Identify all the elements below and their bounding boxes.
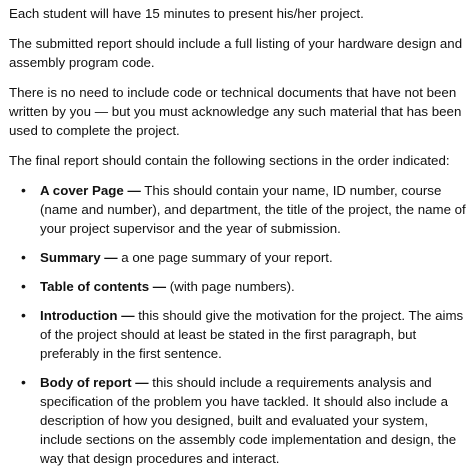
intro-paragraph-presentation: Each student will have 15 minutes to present his/her project. — [9, 6, 364, 21]
report-sections-list — [9, 181, 468, 468]
list-item-table-of-contents — [9, 277, 468, 296]
bullet-icon: • — [21, 278, 26, 294]
section-term: Introduction — — [40, 308, 135, 323]
section-term: Table of contents — — [40, 279, 167, 294]
list-item-summary — [9, 248, 468, 267]
intro-paragraph-listing: The submitted report should include a full listing of your hardware design and assembly program code. — [9, 36, 463, 70]
list-item-body-of-report — [9, 373, 468, 468]
bullet-icon: • — [21, 374, 26, 390]
bullet-icon: • — [21, 249, 26, 265]
list-item-cover-page — [9, 181, 468, 238]
section-term: Summary — — [40, 250, 118, 265]
intro-paragraph-acknowledge: There is no need to include code or technical documents that have not been written by you — but you must acknowledge any such material that has been used to complete the project. — [9, 85, 462, 138]
bullet-icon: • — [21, 182, 26, 198]
section-term: A cover Page — — [40, 183, 141, 198]
section-term: Body of report — — [40, 375, 149, 390]
section-description: This should contain your name, ID number, course (name and number), and department, the title of the project, the name of your project supervisor and the year of submission. — [40, 183, 466, 236]
list-item-introduction — [9, 306, 468, 363]
bullet-icon: • — [21, 307, 26, 323]
intro-paragraph-sections: The final report should contain the following sections in the order indicated: — [9, 153, 450, 168]
section-description: this should include a requirements analysis and specification of the problem you have tackled. It should also include a description of how you designed, built and evaluated your system, include sections on the assembly code implementation and design, the way that design procedures and interact. — [40, 375, 457, 466]
section-description: a one page summary of your report. — [117, 250, 333, 265]
section-description: (with page numbers). — [166, 279, 295, 294]
section-description: this should give the motivation for the project. The aims of the project should at least be stated in the first paragraph, but preferably in the first sentence. — [40, 308, 464, 361]
